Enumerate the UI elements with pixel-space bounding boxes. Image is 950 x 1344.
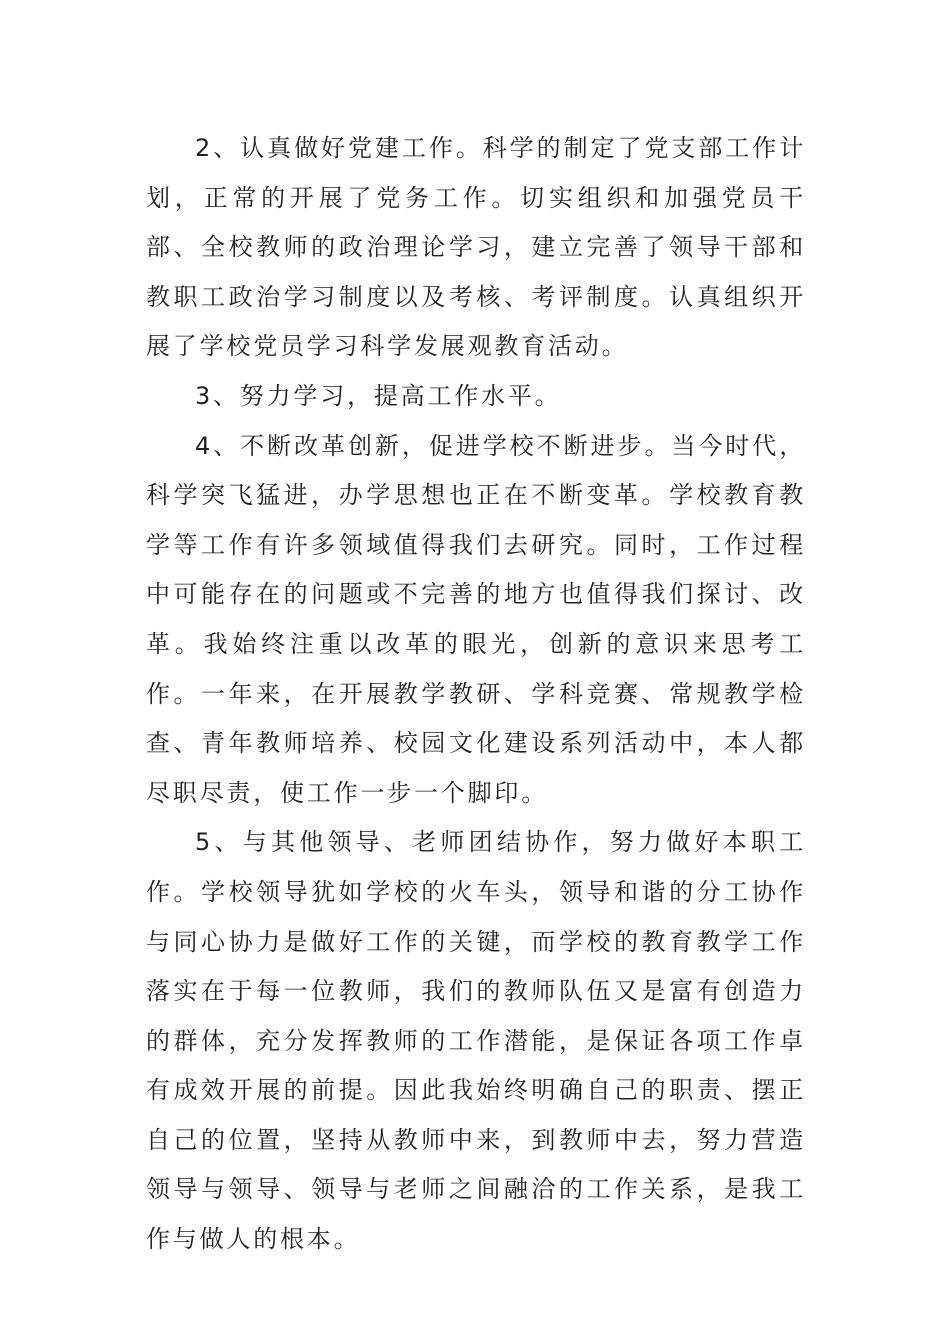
document-body xyxy=(146,124,806,1265)
paragraph-study: 3、努力学习，提高工作水平。 xyxy=(195,381,562,410)
paragraph-party-building: 2、认真做好党建工作。科学的制定了党支部工作计划，正常的开展了党务工作。切实组织和加强党员干部、全校教师的政治理论学习，建立完善了领导干部和教职工政治学习制度以及考核、考评制度。认真组织开展了学校党员学习科学发展观教育活动。 xyxy=(146,134,806,361)
paragraph-cooperation: 5、与其他领导、老师团结协作，努力做好本职工作。学校领导犹如学校的火车头，领导和谐的分工协作与同心协力是做好工作的关键，而学校的教育教学工作落实在于每一位教师，我们的教师队伍又是富有创造力的群体，充分发挥教师的工作潜能，是保证各项工作卓有成效开展的前提。因此我始终明确自己的职责、摆正自己的位置，坚持从教师中来，到教师中去，努力营造领导与领导、领导与老师之间融洽的工作关系，是我工作与做人的根本。 xyxy=(146,828,806,1254)
paragraph-reform: 4、不断改革创新，促进学校不断进步。当今时代，科学突飞猛进，办学思想也正在不断变革。学校教育教学等工作有许多领域值得我们去研究。同时，工作过程中可能存在的问题或不完善的地方也值得我们探讨、改革。我始终注重以改革的眼光，创新的意识来思考工作。一年来，在开展教学教研、学科竞赛、常规教学检查、青年教师培养、校园文化建设系列活动中，本人都尽职尽责，使工作一步一个脚印。 xyxy=(146,431,806,807)
